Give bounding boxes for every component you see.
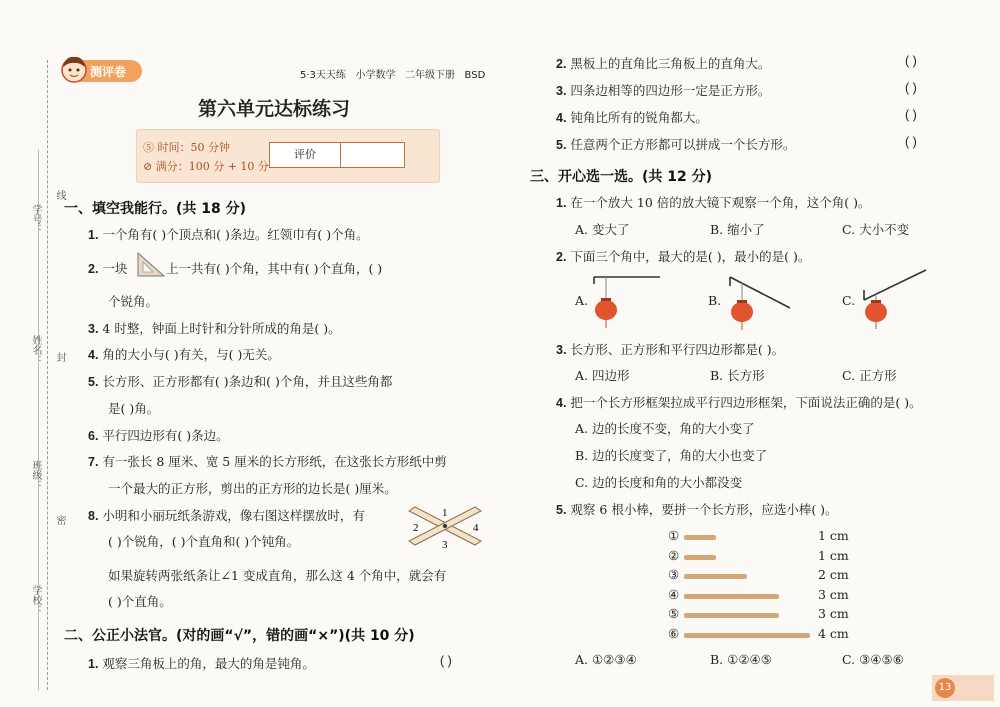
stick-length: 1 cm — [818, 547, 849, 563]
q-num: 3. — [556, 343, 567, 357]
q-num: 4. — [556, 396, 567, 410]
s3-q2 — [556, 247, 810, 265]
s2-item-1 — [88, 654, 315, 672]
s3-q3 — [556, 340, 784, 358]
lantern-angle-c — [860, 268, 930, 332]
s2-item-2-answer[interactable]: ( ) — [905, 54, 917, 68]
s1-q8-line4: ( )个直角。 — [108, 594, 172, 609]
q-num: 5. — [556, 503, 567, 517]
q-num: 2. — [88, 262, 99, 276]
badge-label: 测评卷 — [90, 65, 127, 79]
stick-bar — [684, 555, 716, 560]
s3-q5-option-a[interactable]: A. ①②③④ — [575, 652, 637, 667]
stick-bar — [684, 594, 779, 599]
s1-q1 — [88, 225, 369, 243]
header-series — [300, 66, 485, 81]
s1-q6 — [88, 426, 229, 444]
section3-title: 三、开心选一选。(共 12 分) — [530, 169, 713, 185]
q-num: 6. — [88, 429, 99, 443]
gutter-mark-line: 线 — [54, 190, 65, 200]
s2-item-5-answer[interactable]: ( ) — [905, 135, 917, 149]
score-text: 满分：100 分 + 10 分 — [155, 160, 269, 173]
stick-bar — [684, 633, 810, 638]
grade: 二年级下册 — [405, 70, 455, 81]
evaluation-box — [269, 142, 405, 168]
set-square-icon — [136, 250, 166, 278]
q-num: 7. — [88, 455, 99, 469]
stick-length: 2 cm — [818, 567, 849, 582]
stick-bar — [684, 535, 716, 540]
s3-q1-option-b[interactable]: B. 缩小了 — [710, 222, 765, 237]
s1-q2-text: 上一共有( )个角，其中有( )个直角，( ) — [166, 261, 383, 276]
q-num: 4. — [88, 348, 99, 362]
q-text: 小明和小丽玩纸条游戏，像右图这样摆放时，有 — [102, 508, 365, 523]
binding-dashed-line — [47, 60, 48, 690]
gutter-school: 学校： — [30, 585, 41, 615]
s1-q2-cont: 个锐角。 — [108, 294, 159, 309]
s3-q3-option-b[interactable]: B. 长方形 — [710, 368, 765, 383]
q-text: 平行四边形有( )条边。 — [102, 428, 229, 443]
q-text: 角的大小与( )有关，与( )无关。 — [102, 347, 280, 362]
q-text: 4 时整，钟面上时针和分针所成的角是( )。 — [102, 321, 341, 336]
q-num: 4. — [556, 111, 567, 125]
q-text: 一个角有( )个顶点和( )条边。红领巾有( )个角。 — [102, 227, 369, 242]
stick-label: ② — [668, 547, 680, 563]
s3-q2-option-b[interactable]: B. — [708, 293, 722, 308]
gutter-mark-secret: 密 — [54, 515, 65, 525]
q-text: 黑板上的直角比三角板上的直角大。 — [570, 56, 771, 71]
q-text: 有一张长 8 厘米、宽 5 厘米的长方形纸，在这张长方形纸中剪 — [102, 454, 447, 469]
s1-q8 — [88, 506, 365, 524]
gutter-mark-seal: 封 — [54, 352, 65, 362]
s3-q4 — [556, 393, 922, 411]
stick-length: 1 cm — [818, 528, 849, 543]
q-num: 5. — [88, 375, 99, 389]
s3-q5-option-b[interactable]: B. ①②④⑤ — [710, 652, 772, 667]
s2-item-1-answer[interactable]: ( ) — [440, 654, 452, 668]
cartoon-face-icon — [60, 54, 88, 84]
lantern-angle-b — [726, 272, 796, 334]
s1-q5-cont: 是( )角。 — [108, 401, 160, 416]
q-num: 1. — [556, 196, 567, 210]
q-num: 2. — [556, 250, 567, 264]
q-num: 8. — [88, 509, 99, 523]
subject: 小学数学 — [355, 70, 396, 81]
s3-q3-option-a[interactable]: A. 四边形 — [575, 368, 630, 383]
score-info: ⊘ 满分：100 分 + 10 分 — [143, 160, 269, 173]
q-text: 任意两个正方形都可以拼成一个长方形。 — [570, 137, 796, 152]
stick-length: 4 cm — [818, 625, 849, 641]
gutter-student-no: 学号： — [30, 204, 41, 234]
page-number: 13 — [935, 678, 955, 698]
s3-q3-option-c[interactable]: C. 正方形 — [842, 368, 897, 383]
stick-label: ③ — [668, 567, 680, 582]
stick-bar — [684, 574, 747, 579]
crossed-strips-figure — [405, 503, 485, 551]
stick-label: ① — [668, 528, 680, 543]
angle-label-4: 4 — [473, 522, 479, 534]
s3-q4-option-b[interactable]: B. 边的长度变了，角的大小也变了 — [575, 448, 768, 463]
gutter-class: 班级： — [30, 460, 41, 490]
s2-item-3 — [556, 81, 770, 99]
s3-q1-option-c[interactable]: C. 大小不变 — [842, 222, 910, 237]
s2-item-2 — [556, 54, 770, 72]
q-text: 钝角比所有的锐角都大。 — [570, 110, 708, 125]
s3-q4-option-c[interactable]: C. 边的长度和角的大小都没变 — [575, 475, 743, 490]
s1-q7-cont: 一个最大的正方形，剪出的正方形的边长是( )厘米。 — [108, 481, 397, 496]
s2-item-4-answer[interactable]: ( ) — [905, 108, 917, 122]
s1-q7 — [88, 452, 447, 470]
q-text: 在一个放大 10 倍的放大镜下观察一个角，这个角( )。 — [570, 195, 871, 210]
time-text: 时间：50 分钟 — [157, 141, 230, 154]
section1-title: 一、填空我能行。(共 18 分) — [64, 201, 247, 217]
angle-label-1: 1 — [442, 507, 448, 519]
gutter-name: 姓名： — [30, 335, 41, 365]
edition: BSD — [464, 70, 486, 81]
stick-label: ④ — [668, 586, 680, 602]
q-pre: 一块 — [102, 261, 128, 276]
s3-q5 — [556, 500, 838, 518]
s3-q1-option-a[interactable]: A. 变大了 — [575, 222, 630, 237]
q-text: 把一个长方形框架拉成平行四边形框架，下面说法正确的是( )。 — [570, 395, 922, 410]
q-num: 5. — [556, 138, 567, 152]
q-text: 观察三角板上的角，最大的角是钝角。 — [102, 656, 315, 671]
stick-bar — [684, 613, 779, 618]
s2-item-5 — [556, 135, 795, 153]
q-text: 长方形、正方形和平行四边形都是( )。 — [570, 342, 785, 357]
s1-q8-line2: ( )个锐角，( )个直角和( )个钝角。 — [108, 534, 300, 549]
s2-item-3-answer[interactable]: ( ) — [905, 81, 917, 95]
series: 5·3天天练 — [300, 70, 346, 81]
s3-q5-option-c[interactable]: C. ③④⑤⑥ — [842, 652, 904, 667]
stick-length: 3 cm — [818, 606, 849, 621]
page-title: 第六单元达标练习 — [198, 98, 351, 120]
angle-label-3: 3 — [442, 539, 448, 551]
s3-q1 — [556, 193, 871, 211]
evaluation-label: 评价 — [270, 143, 341, 167]
s3-q2-option-a[interactable]: A. — [575, 293, 589, 308]
q-text: 下面三个角中，最大的是( )，最小的是( )。 — [570, 249, 811, 264]
q-num: 1. — [88, 228, 99, 242]
lantern-angle-a — [592, 272, 664, 334]
s1-q4 — [88, 345, 280, 363]
stick-label: ⑤ — [668, 606, 680, 621]
s3-q2-option-c[interactable]: C. — [842, 293, 856, 308]
time-info: ⑤ 时间：50 分钟 — [143, 141, 230, 154]
q-num: 2. — [556, 57, 567, 71]
s1-q5 — [88, 372, 392, 390]
s1-q2 — [88, 259, 127, 277]
s1-q8-line3: 如果旋转两张纸条让∠1 变成直角，那么这 4 个角中，就会有 — [108, 568, 447, 583]
q-num: 3. — [88, 322, 99, 336]
section2-title: 二、公正小法官。(对的画“√”，错的画“×”)(共 10 分) — [64, 628, 415, 644]
q-text: 长方形、正方形都有( )条边和( )个角，并且这些角都 — [102, 374, 393, 389]
q-text: 四条边相等的四边形一定是正方形。 — [570, 83, 771, 98]
angle-label-2: 2 — [413, 522, 419, 534]
s2-item-4 — [556, 108, 708, 126]
stick-label: ⑥ — [668, 625, 680, 641]
stick-length: 3 cm — [818, 586, 849, 602]
q-text: 观察 6 根小棒，要拼一个长方形，应选小棒( )。 — [570, 502, 838, 517]
s1-q3 — [88, 319, 341, 337]
q-num: 3. — [556, 84, 567, 98]
q-num: 1. — [88, 657, 99, 671]
s3-q4-option-a[interactable]: A. 边的长度不变，角的大小变了 — [575, 421, 755, 436]
